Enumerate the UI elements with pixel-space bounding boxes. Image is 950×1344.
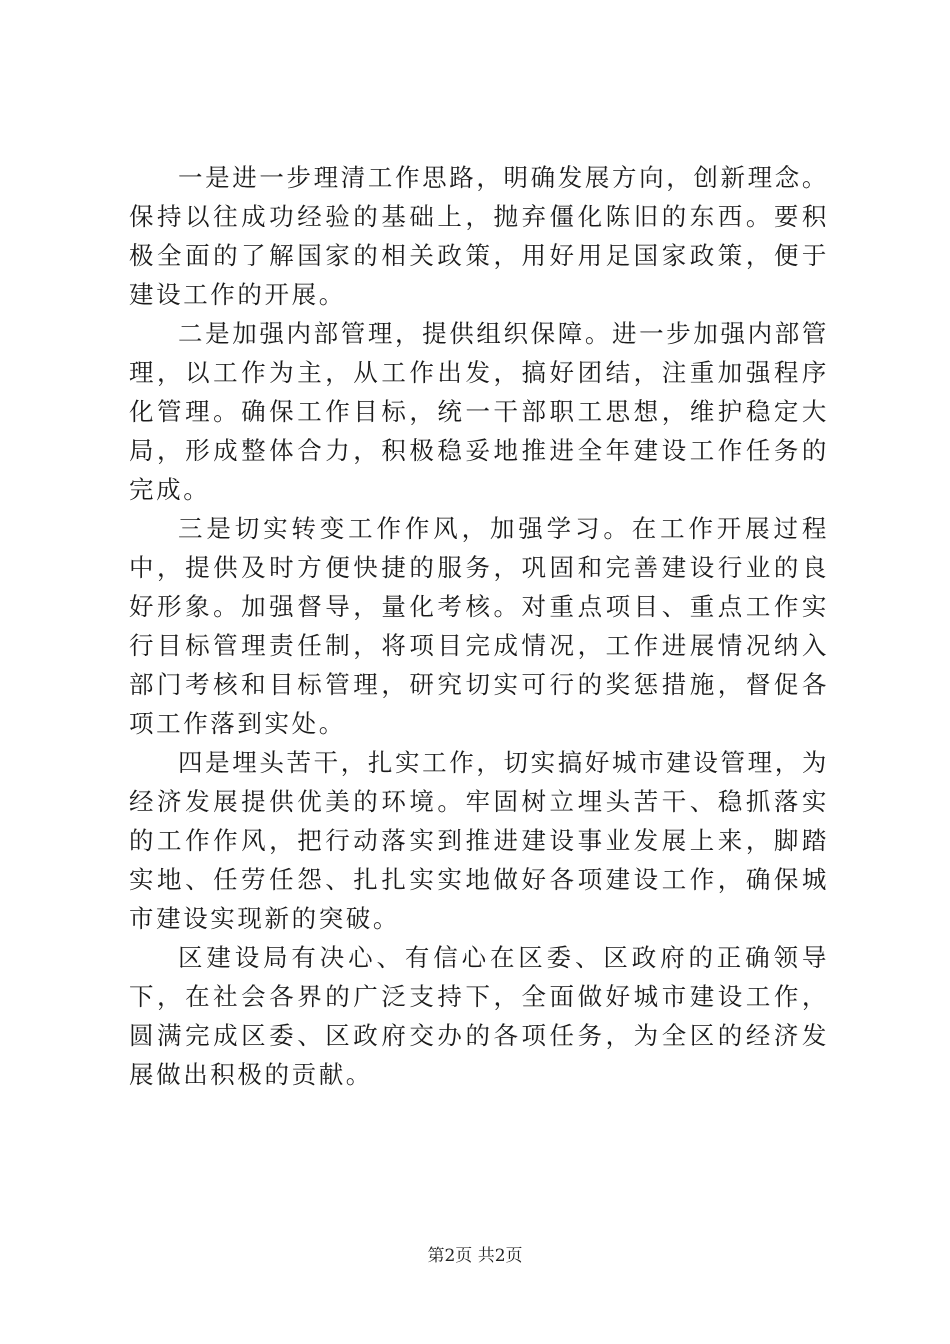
page-number-footer: 第2页 共2页 bbox=[427, 1246, 523, 1266]
document-body bbox=[129, 158, 829, 1094]
paragraph-3: 三是切实转变工作作风，加强学习。在工作开展过程中，提供及时方便快捷的服务，巩固和完善建设行业的良好形象。加强督导，量化考核。对重点项目、重点工作实行目标管理责任制，将项目完成情况，工作进展情况纳入部门考核和目标管理，研究切实可行的奖惩措施，督促各项工作落到实处。 bbox=[129, 514, 829, 738]
paragraph-2: 二是加强内部管理，提供组织保障。进一步加强内部管理，以工作为主，从工作出发，搞好团结，注重加强程序化管理。确保工作目标，统一干部职工思想，维护稳定大局，形成整体合力，积极稳妥地推进全年建设工作任务的完成。 bbox=[129, 319, 829, 504]
paragraph-5: 区建设局有决心、有信心在区委、区政府的正确领导下，在社会各界的广泛支持下，全面做好城市建设工作，圆满完成区委、区政府交办的各项任务，为全区的经济发展做出积极的贡献。 bbox=[129, 943, 829, 1089]
paragraph-1: 一是进一步理清工作思路，明确发展方向，创新理念。保持以往成功经验的基础上，抛弃僵化陈旧的东西。要积极全面的了解国家的相关政策，用好用足国家政策，便于建设工作的开展。 bbox=[129, 163, 829, 309]
paragraph-4: 四是埋头苦干，扎实工作，切实搞好城市建设管理，为经济发展提供优美的环境。牢固树立埋头苦干、稳抓落实的工作作风，把行动落实到推进建设事业发展上来，脚踏实地、任劳任怨、扎扎实实地做好各项建设工作，确保城市建设实现新的突破。 bbox=[129, 748, 829, 933]
